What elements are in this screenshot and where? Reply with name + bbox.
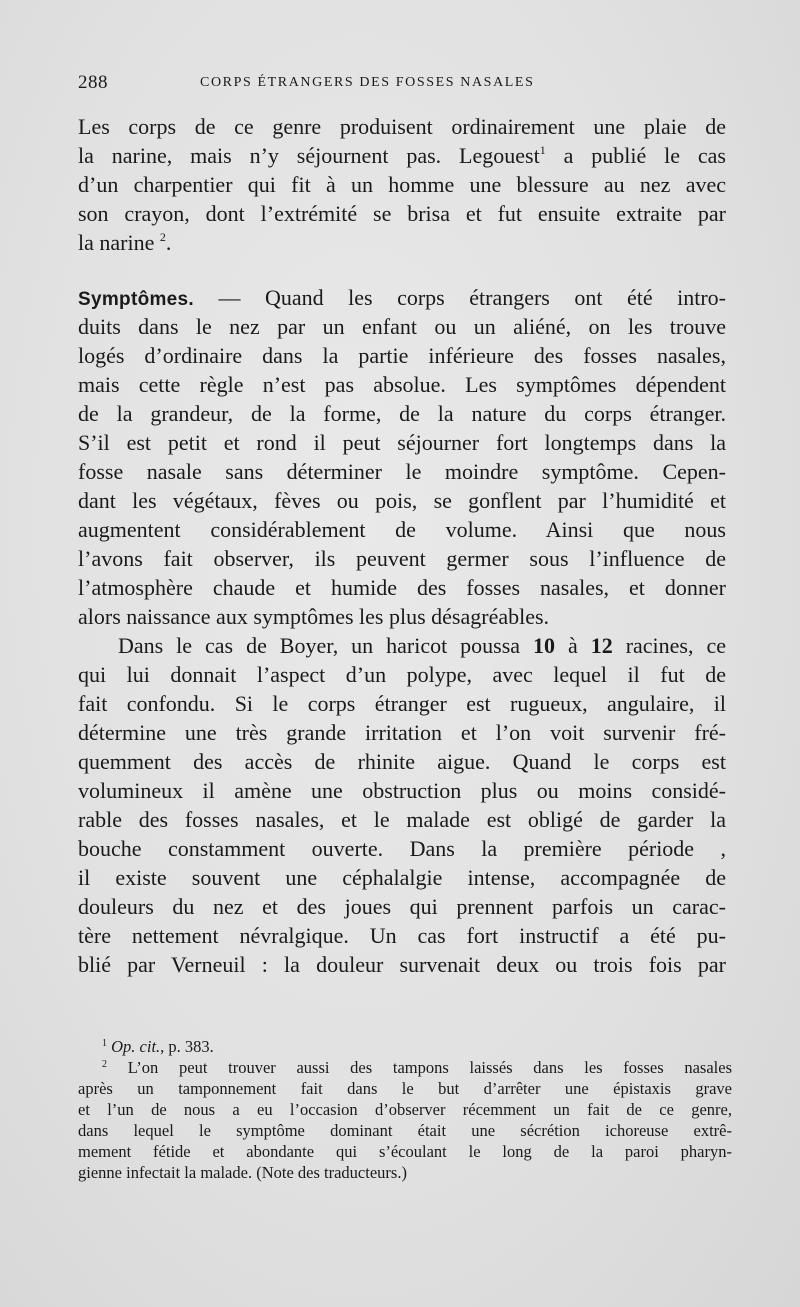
text-line: blié par Verneuil : la douleur survenait deux ou trois fois par [78,952,726,977]
running-head: CORPS ÉTRANGERS DES FOSSES NASALES [200,75,535,90]
footnote-2-line: après un tamponnement fait dans le but d’arrêter une épistaxis grave [78,1079,732,1098]
footnote-ref-2: 2 [159,230,166,244]
text-line: augmentent considérablement de volume. Ainsi que nous [78,517,726,542]
text-line: mais cette règle n’est pas absolue. Les symptômes dépendent [78,372,726,397]
text-line: douleurs du nez et des joues qui prennent parfois un carac- [78,894,726,919]
text-line: d’un charpentier qui fit à un homme une blessure au nez avec [78,172,726,197]
text-line: logés d’ordinaire dans la partie inférieure des fosses nasales, [78,343,726,368]
text-line: fait confondu. Si le corps étranger est rugueux, angulaire, il [78,691,726,716]
text-line: bouche constamment ouverte. Dans la première période , [78,836,726,861]
text-line: l’atmosphère chaude et humide des fosses nasales, et donner [78,575,726,600]
section-heading: Symptômes. [78,289,194,310]
text-line: l’avons fait observer, ils peuvent germer sous l’influence de [78,546,726,571]
page-header [78,72,728,98]
page-number: 288 [78,72,108,93]
footnote-2-line: et l’un de nous a eu l’occasion d’observer récemment un fait de ce genre, [78,1100,732,1119]
text-line: Dans le cas de Boyer, un haricot poussa 10 à 12 racines, ce [118,633,726,658]
text-line: qui lui donnait l’aspect d’un polype, avec lequel il fut de [78,662,726,687]
text-line: rable des fosses nasales, et le malade est obligé de garder la [78,807,726,832]
text-line: dant les végétaux, fèves ou pois, se gonflent par l’humidité et [78,488,726,513]
footnote-2-line: dans lequel le symptôme dominant était une sécrétion ichoreuse extrê- [78,1121,732,1140]
section-heading-line: Symptômes. — Quand les corps étrangers ont été intro- [78,285,726,310]
text-line: tère nettement névralgique. Un cas fort instructif a été pu- [78,923,726,948]
text-line: détermine une très grande irritation et l’on voit survenir fré- [78,720,726,745]
body-text [78,112,726,979]
text-line: de la grandeur, de la forme, de la nature du corps étranger. [78,401,726,426]
footnote-1: $^1$ Op. cit., p. 383. [102,1037,214,1056]
text-line: S’il est petit et rond il peut séjourner fort longtemps dans la [78,430,726,455]
text-line: son crayon, dont l’extrémité se brisa et fut ensuite extraite par [78,201,726,226]
text-line: duits dans le nez par un enfant ou un aliéné, on les trouve [78,314,726,339]
footnote-ref-1: 1 [539,143,546,157]
text-line: alors naissance aux symptômes les plus désagréables. [78,604,550,629]
text-line: la narine, mais n’y séjournent pas. Legouest$^1$ a publié le cas [78,143,726,168]
text-line: fosse nasale sans déterminer le moindre symptôme. Cepen- [78,459,726,484]
text-line: quemment des accès de rhinite aigue. Quand le corps est [78,749,726,774]
footnote-2-line: $^2$ L’on peut trouver aussi des tampons laissés dans les fosses nasales [102,1058,733,1077]
text-line: la narine $^2$. [78,230,172,255]
text-line: Les corps de ce genre produisent ordinairement une plaie de [78,114,726,139]
footnote-2-line: mement fétide et abondante qui s’écoulant le long de la paroi pharyn- [78,1142,732,1161]
text-line: volumineux il amène une obstruction plus ou moins considé- [78,778,726,803]
footnotes [78,1036,732,1183]
text-line: il existe souvent une céphalalgie intense, accompagnée de [78,865,726,890]
footnote-2-line: gienne infectait la malade. (Note des traducteurs.) [78,1163,407,1182]
